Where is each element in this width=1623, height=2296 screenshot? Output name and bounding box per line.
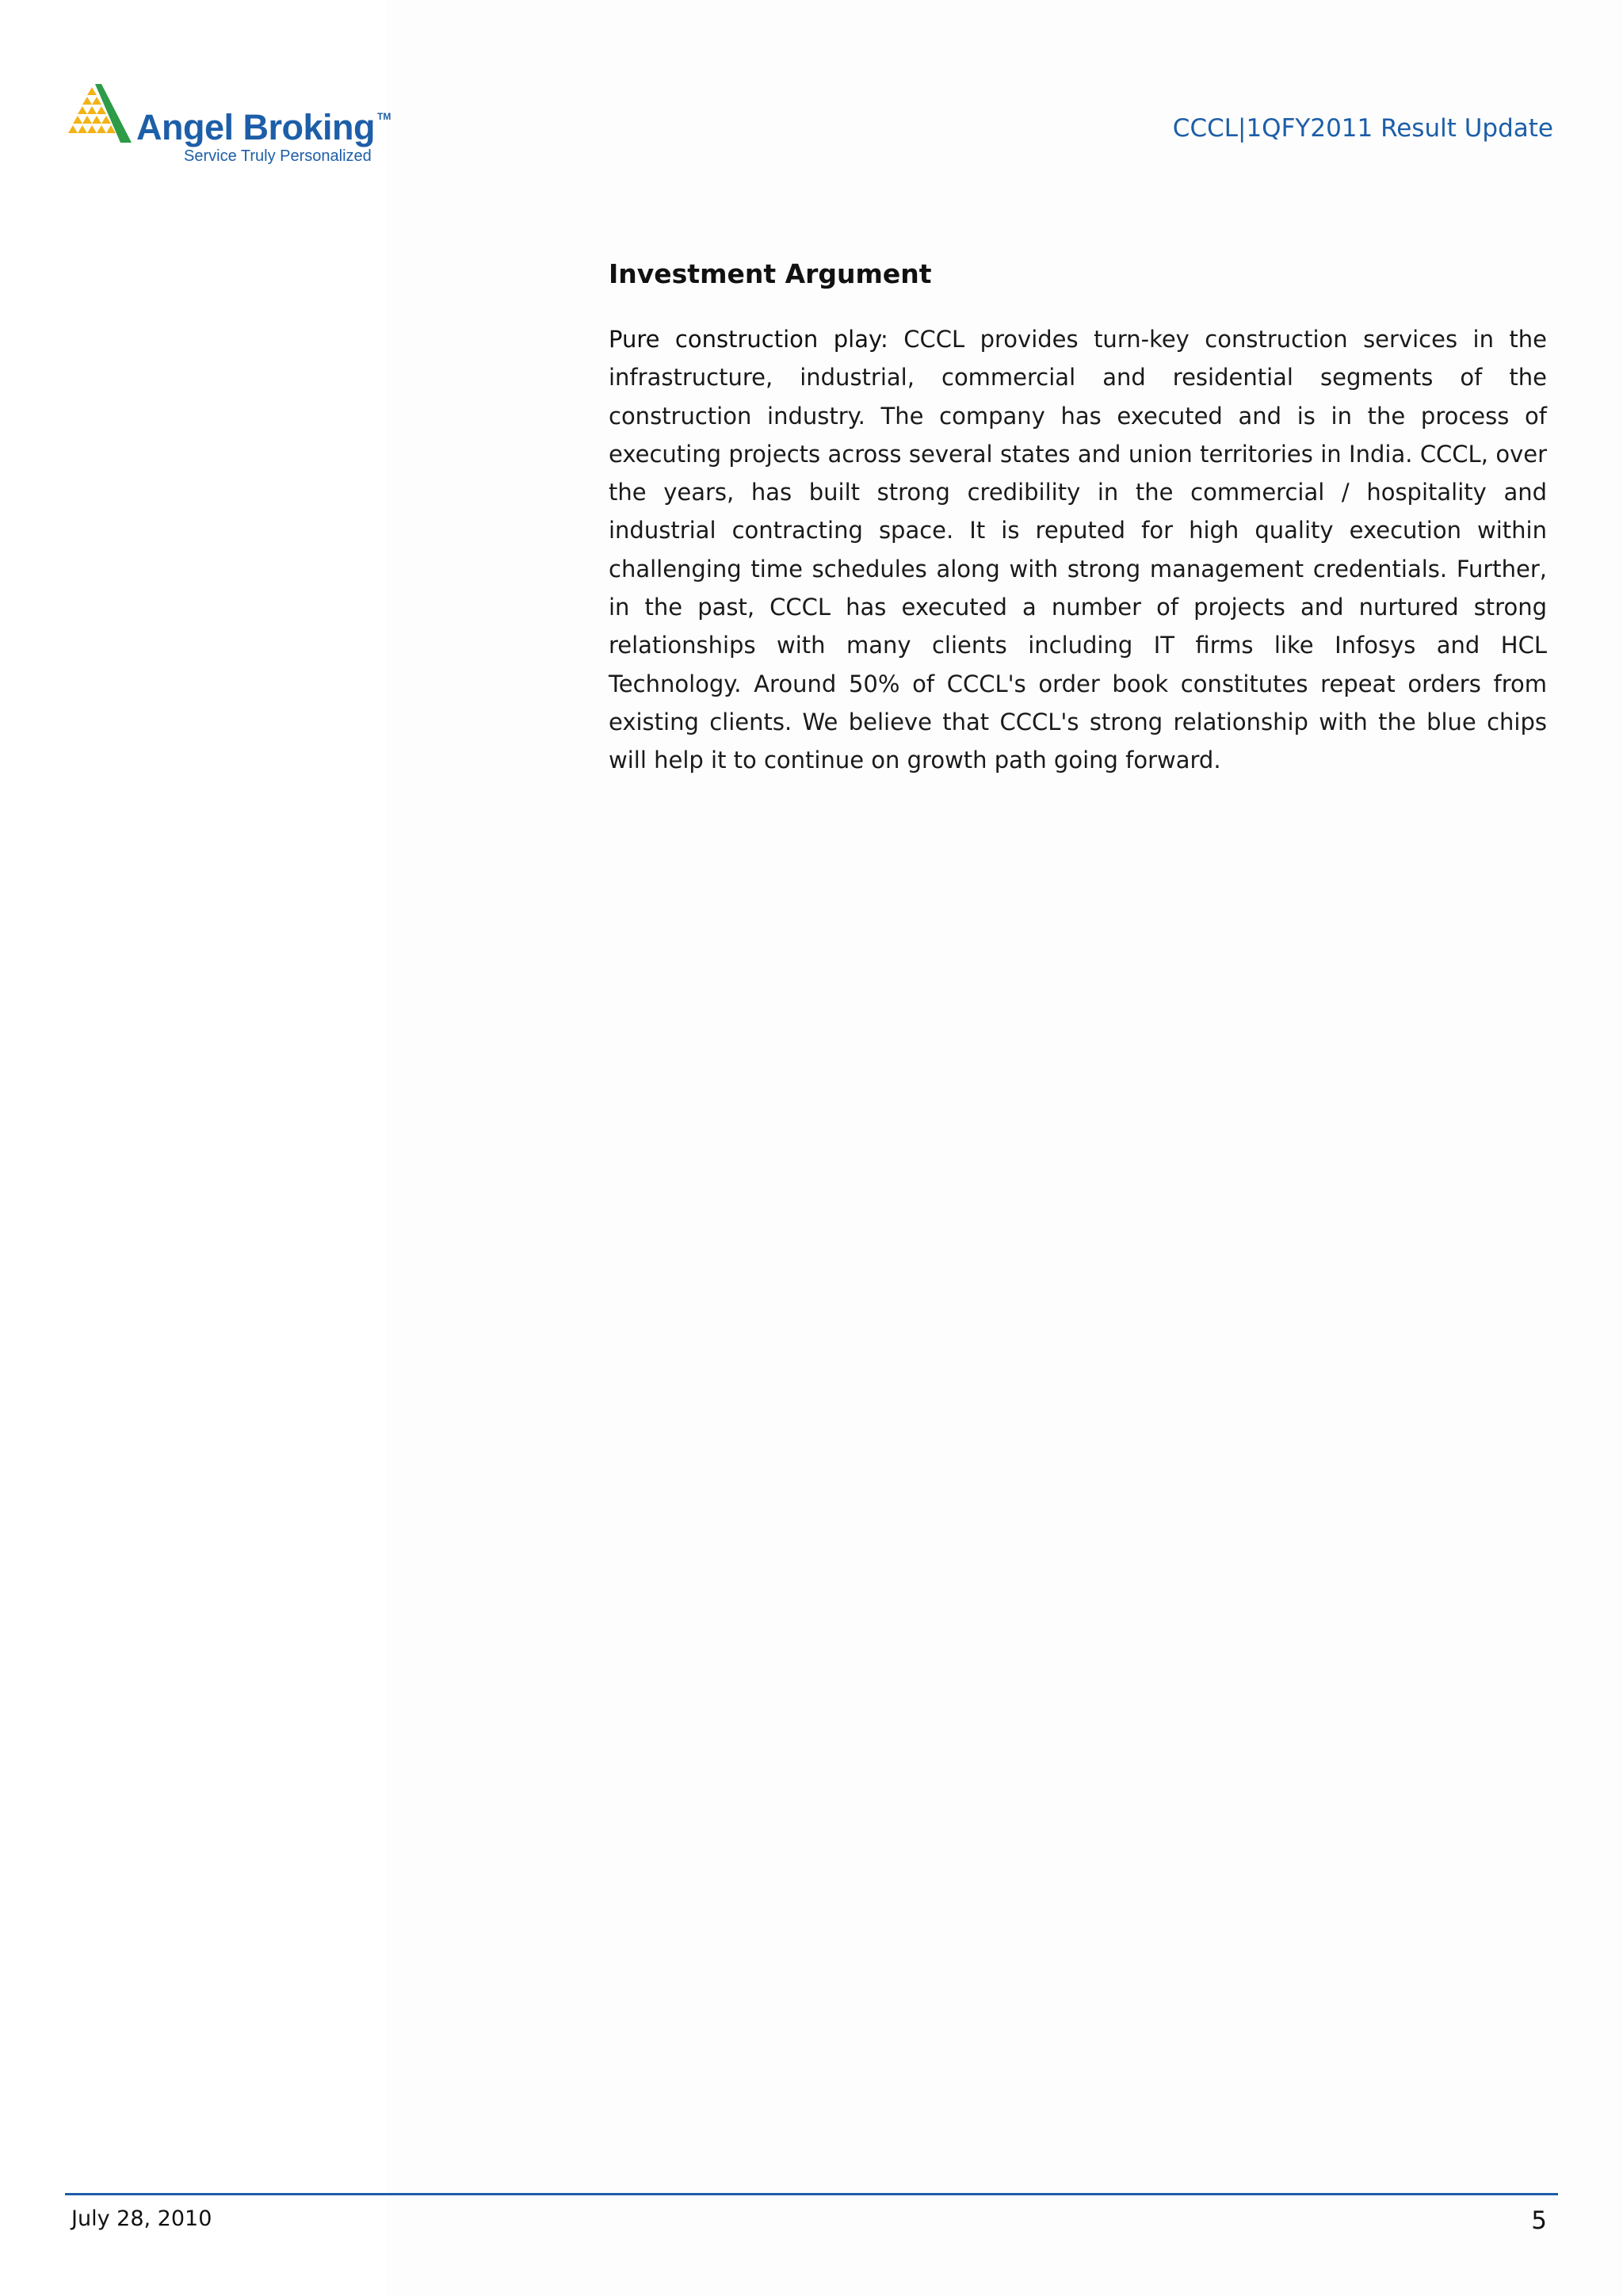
pyramid-logo-icon — [68, 82, 132, 146]
footer-date: July 28, 2010 — [71, 2206, 212, 2231]
paragraph-body: CCCL provides turn-key construction services in the infrastructure, industrial, commercial and residential segments of the construction industry. The company has executed and is in the process of executing projects across several states and union territories in India. CCCL, over the years, has built strong credibility in the commercial / hospitality and industrial contracting space. It is reputed for high quality execution within challenging time schedules along with strong management credentials. Further, in the past, CCCL has executed a number of projects and nurtured strong relationships with many clients including IT firms like Infosys and HCL Technology. Around 50% of CCCL's order book constitutes repeat orders from existing clients. We believe that CCCL's strong relationship with the blue chips will help it to continue on growth path going forward. — [609, 326, 1547, 774]
investment-argument-paragraph — [609, 320, 1547, 780]
paragraph-lead: Pure construction play: — [609, 326, 888, 353]
footer-divider — [65, 2193, 1558, 2195]
section-heading: Investment Argument — [609, 258, 932, 289]
brand-trademark: TM — [377, 111, 391, 122]
left-margin — [0, 0, 387, 2296]
angel-broking-logo — [68, 82, 401, 170]
report-title: CCCL|1QFY2011 Result Update — [1172, 114, 1553, 143]
brand-tagline: Service Truly Personalized — [184, 147, 372, 165]
brand-name: Angel Broking — [136, 107, 376, 147]
page-number: 5 — [1531, 2206, 1547, 2235]
